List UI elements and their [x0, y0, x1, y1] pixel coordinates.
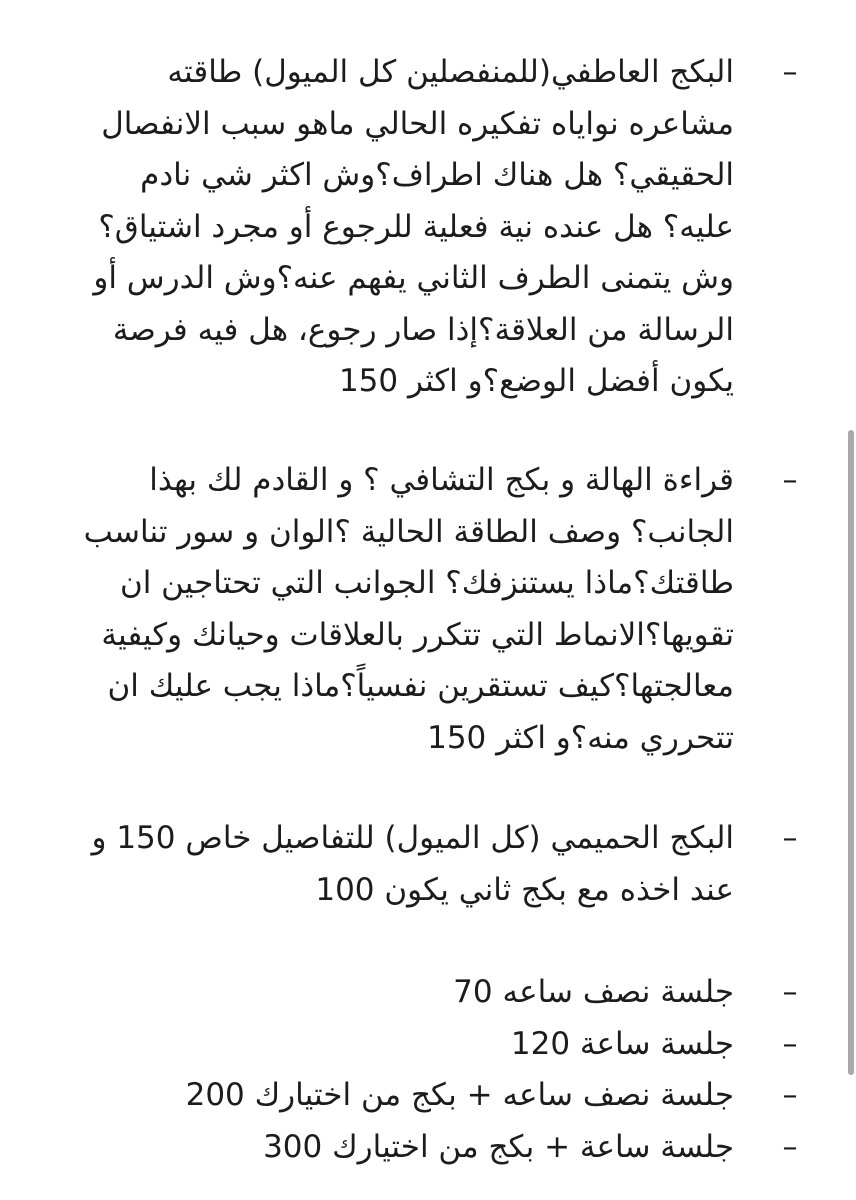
bullet-dash: – — [782, 55, 798, 90]
session-hour-text: جلسة ساعة 120 — [510, 1026, 734, 1062]
intimate-package-text: البكج الحميمي (كل الميول) للتفاصيل خاص 150 و عند اخذه مع بكج ثاني يكون 100 — [91, 820, 734, 908]
list-item-intimate-package — [71, 813, 806, 916]
list-item-session-hour-package — [71, 1122, 806, 1174]
emotional-package-text: البكج العاطفي(للمنفصلين كل الميول) طاقته مشاعره نواياه تفكيره الحالي ماهو سبب الانفصال الحقيقي؟ هل هناك اطراف؟وش اكثر شي نادم عليه؟ هل عنده نية فعلية للرجوع أو مجرد اشتياق؟وش يتمنى الطرف الثاني يفهم عنه؟وش الدرس أو الرسالة من العلاقة؟إذا صار رجوع، هل فيه فرصة يكون أفضل الوضع؟و اكثر 150 — [93, 54, 734, 399]
bullet-dash: – — [782, 1130, 798, 1165]
list-item-session-hour — [71, 1019, 806, 1071]
session-half-hour-text: جلسة نصف ساعه 70 — [453, 974, 734, 1010]
bullet-dash: – — [782, 975, 798, 1010]
list-item-session-half-hour-package — [71, 1070, 806, 1122]
session-half-hour-package-text: جلسة نصف ساعه + بكج من اختيارك 200 — [185, 1077, 734, 1113]
bullet-dash: – — [782, 1027, 798, 1062]
list-item-emotional-package — [71, 47, 806, 408]
session-hour-package-text: جلسة ساعة + بكج من اختيارك 300 — [263, 1129, 734, 1165]
bullet-dash: – — [782, 463, 798, 498]
aura-healing-package-text: قراءة الهالة و بكج التشافي ؟ و القادم لك بهذا الجانب؟ وصف الطاقة الحالية ؟الوان و سور تناسب طاقتك؟ماذا يستنزفك؟ الجوانب التي تحتاجين ان تقويها؟الانماط التي تتكرر بالعلاقات وحيانك وكيفية معالجتها؟كيف تستقرين نفسياً؟ماذا يجب عليك ان تتحرري منه؟و اكثر 150 — [83, 462, 734, 756]
list-item-session-half-hour — [71, 967, 806, 1019]
bullet-dash: – — [782, 821, 798, 856]
vertical-scrollbar[interactable] — [848, 430, 854, 1075]
bullet-dash: – — [782, 1078, 798, 1113]
list-item-aura-healing-package — [71, 455, 806, 764]
